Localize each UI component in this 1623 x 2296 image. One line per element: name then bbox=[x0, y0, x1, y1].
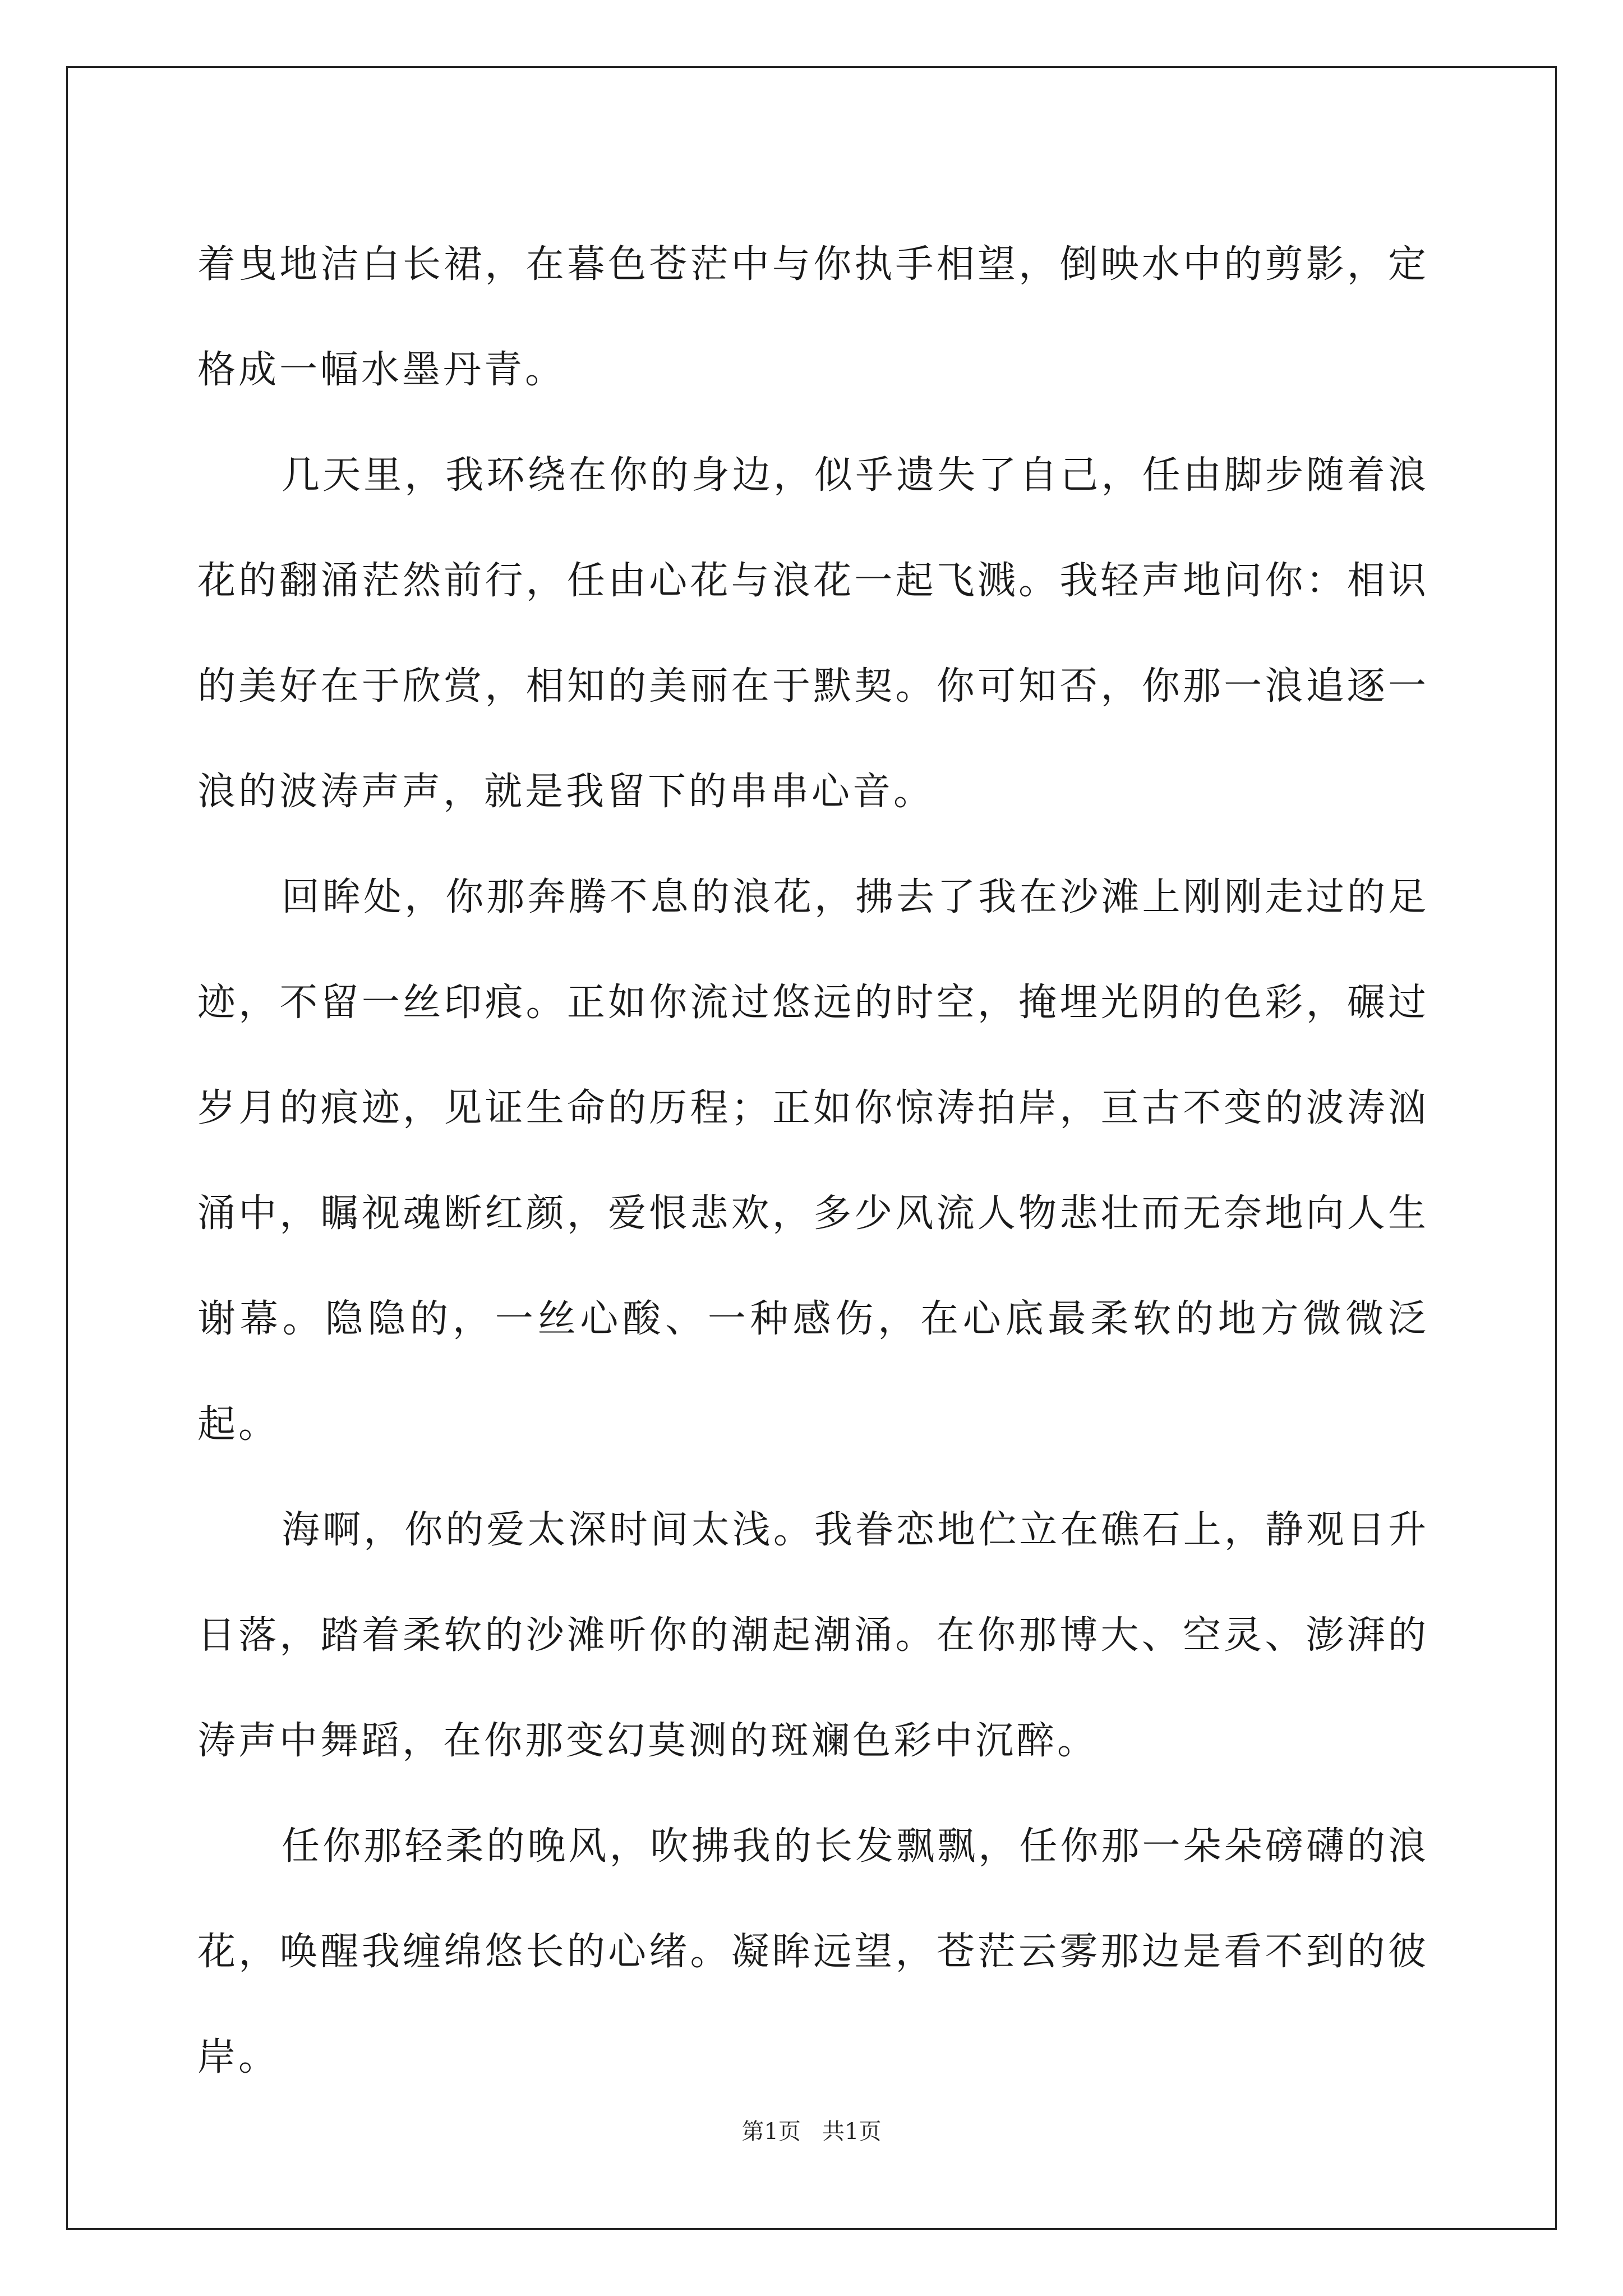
paragraph-2: 几天里，我环绕在你的身边，似乎遗失了自己，任由脚步随着浪花的翻涌茫然前行，任由心花与浪花一起飞溅。我轻声地问你：相识的美好在于欣赏，相知的美丽在于默契。你可知否，你那一浪追逐一浪的波涛声声，就是我留下的串串心音。 bbox=[197, 453, 1429, 814]
page-number-footer: 第1页 共1页 bbox=[741, 2119, 882, 2145]
paragraph-1: 着曳地洁白长裙，在暮色苍茫中与你执手相望，倒映水中的剪影，定格成一幅水墨丹青。 bbox=[197, 242, 1429, 392]
paragraph-5: 任你那轻柔的晚风，吹拂我的长发飘飘，任你那一朵朵磅礴的浪花，唤醒我缠绵悠长的心绪。凝眸远望，苍茫云雾那边是看不到的彼岸。 bbox=[197, 1824, 1429, 2079]
document-body bbox=[197, 212, 1429, 2110]
paragraph-4: 海啊，你的爱太深时间太浅。我眷恋地伫立在礁石上，静观日升日落，踏着柔软的沙滩听你的潮起潮涌。在你那博大、空灵、澎湃的涛声中舞蹈，在你那变幻莫测的斑斓色彩中沉醉。 bbox=[197, 1508, 1429, 1763]
paragraph-3: 回眸处，你那奔腾不息的浪花，拂去了我在沙滩上刚刚走过的足迹，不留一丝印痕。正如你流过悠远的时空，掩埋光阴的色彩，碾过岁月的痕迹，见证生命的历程；正如你惊涛拍岸，亘古不变的波涛汹涌中，瞩视魂断红颜，爱恨悲欢，多少风流人物悲壮而无奈地向人生谢幕。隐隐的，一丝心酸、一种感伤，在心底最柔软的地方微微泛起。 bbox=[197, 875, 1429, 1447]
